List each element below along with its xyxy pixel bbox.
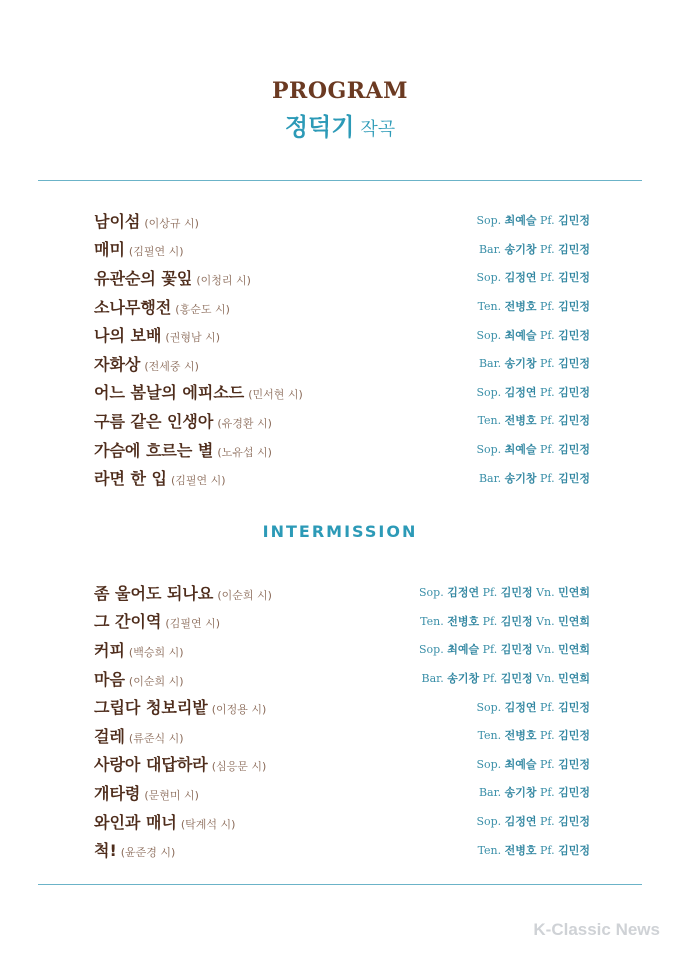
performer-role: Pf.	[540, 414, 555, 428]
song-title: 개타령	[94, 783, 141, 803]
performer-role: Sop.	[476, 271, 502, 285]
song-title: 그 간이역	[94, 612, 162, 632]
performers	[419, 584, 590, 600]
performer-name: 민연희	[558, 586, 590, 600]
song-title: 어느 봄날의 에피소드	[94, 383, 245, 403]
poet-credit: (권형남 시)	[165, 331, 220, 345]
performers	[479, 241, 590, 257]
performer-role: Pf.	[540, 443, 555, 457]
poet-credit: (이순희 시)	[128, 674, 184, 688]
program-item	[94, 835, 590, 864]
composer-line	[0, 112, 680, 145]
performer-role: Pf.	[540, 786, 555, 800]
performer-role: Sop.	[419, 643, 444, 657]
performer-role: Ten.	[420, 614, 444, 628]
poet-credit: (백승희 시)	[128, 645, 184, 659]
performer-role: Ten.	[477, 729, 502, 743]
song	[94, 752, 266, 775]
program-item	[94, 320, 590, 349]
performer-role: Pf.	[540, 385, 555, 399]
performer-role: Sop.	[476, 815, 502, 829]
performer-name: 김민정	[558, 843, 590, 857]
poet-credit: (김필연 시)	[128, 245, 184, 259]
performer-role: Vn.	[536, 614, 555, 628]
song-title: 걸레	[94, 726, 125, 746]
performer-role: Sop.	[476, 700, 502, 714]
performer-name: 김정연	[447, 586, 480, 600]
song	[94, 438, 272, 461]
performer-role: Bar.	[478, 786, 502, 800]
performer-role: Pf.	[540, 214, 555, 228]
song	[94, 409, 272, 432]
performer-role: Vn.	[536, 672, 555, 686]
program-item	[94, 635, 590, 664]
performer-name: 김민정	[558, 271, 590, 285]
performer-role: Bar.	[478, 471, 502, 485]
performer-name: 송기창	[504, 357, 537, 371]
performer-role: Pf.	[540, 271, 555, 285]
performer-role: Sop.	[419, 586, 444, 600]
performer-role: Pf.	[540, 471, 555, 485]
poet-credit: (이상규 시)	[144, 216, 199, 230]
performer-role: Pf.	[540, 729, 555, 743]
composer-role: 작곡	[360, 119, 396, 140]
performers	[420, 613, 590, 629]
poet-credit: (탁계석 시)	[180, 817, 236, 831]
performer-role: Bar.	[478, 357, 502, 371]
program-item	[94, 807, 590, 836]
program-list-part2	[94, 578, 590, 864]
performers	[478, 298, 590, 314]
performer-name: 송기창	[504, 471, 537, 485]
performer-name: 김민정	[558, 471, 590, 485]
performer-name: 민연희	[558, 672, 590, 686]
performers	[476, 699, 590, 715]
song-title: 자화상	[94, 354, 141, 374]
program-item	[94, 292, 590, 321]
performer-name: 최예슬	[504, 214, 537, 228]
performer-role: Pf.	[540, 843, 555, 857]
performer-name: 최예슬	[504, 443, 537, 457]
bottom-divider	[38, 884, 642, 885]
performers	[422, 670, 590, 686]
performer-role: Bar.	[478, 242, 502, 256]
song	[94, 323, 220, 346]
performer-role: Sop.	[476, 214, 502, 228]
performers	[478, 412, 590, 428]
performers	[479, 470, 590, 486]
song-title: 사랑아 대답하라	[94, 755, 208, 775]
song-title: 매미	[94, 240, 125, 260]
song	[94, 838, 175, 861]
performer-role: Sop.	[476, 328, 502, 342]
song	[94, 209, 199, 232]
composer-name: 정덕기	[284, 113, 355, 141]
performer-name: 김민정	[500, 643, 533, 657]
song	[94, 466, 226, 489]
poet-credit: (이청리 시)	[196, 273, 251, 287]
performer-name: 김민정	[558, 385, 590, 399]
performers	[476, 384, 590, 400]
performer-role: Pf.	[482, 614, 498, 628]
performer-role: Bar.	[421, 672, 444, 686]
performer-name: 김민정	[558, 815, 590, 829]
song	[94, 724, 184, 747]
performer-name: 송기창	[504, 786, 537, 800]
performer-name: 김정연	[504, 271, 537, 285]
song-title: 나의 보배	[94, 326, 162, 346]
song	[94, 609, 220, 632]
watermark: K-Classic News	[533, 920, 660, 939]
program-item	[94, 607, 590, 636]
song-title: 가슴에 흐르는 별	[94, 440, 214, 460]
song	[94, 380, 303, 403]
poet-credit: (홍순도 시)	[175, 302, 230, 316]
poet-credit: (이순희 시)	[217, 588, 272, 602]
performer-name: 최예슬	[447, 643, 480, 657]
poet-credit: (이정용 시)	[211, 703, 267, 717]
song	[94, 266, 251, 289]
song	[94, 810, 235, 833]
program-item	[94, 778, 590, 807]
poet-credit: (김필연 시)	[170, 474, 226, 488]
song	[94, 581, 272, 604]
program-item	[94, 692, 590, 721]
song-title: 라면 한 입	[94, 469, 167, 489]
performer-name: 김민정	[500, 672, 533, 686]
performers	[478, 842, 590, 858]
performer-name: 송기창	[504, 242, 537, 256]
performer-name: 전병호	[447, 614, 480, 628]
poet-credit: (전세중 시)	[144, 359, 199, 373]
song	[94, 638, 184, 661]
song-title: 소나무행전	[94, 297, 172, 317]
poet-credit: (문현미 시)	[144, 788, 199, 802]
performer-name: 김정연	[504, 700, 537, 714]
performer-name: 김민정	[500, 614, 533, 628]
performer-name: 김민정	[558, 414, 590, 428]
song	[94, 781, 199, 804]
performer-role: Pf.	[540, 300, 555, 314]
performers	[479, 784, 590, 800]
program-item	[94, 435, 590, 464]
performer-name: 김민정	[558, 357, 590, 371]
top-divider	[38, 180, 642, 181]
performer-name: 전병호	[504, 414, 537, 428]
performer-name: 김민정	[558, 242, 590, 256]
program-item	[94, 721, 590, 750]
program-list-part1	[94, 206, 590, 492]
poet-credit: (김필연 시)	[165, 617, 220, 631]
performer-name: 김민정	[558, 786, 590, 800]
performer-name: 송기창	[447, 672, 480, 686]
performer-role: Vn.	[536, 586, 555, 600]
performer-role: Ten.	[477, 300, 502, 314]
performer-role: Sop.	[476, 385, 502, 399]
performer-name: 김민정	[558, 328, 590, 342]
poet-credit: (윤준경 시)	[120, 846, 176, 860]
program-item	[94, 578, 590, 607]
performer-name: 김민정	[558, 443, 590, 457]
intermission-label: INTERMISSION	[262, 522, 418, 541]
performers	[419, 641, 590, 657]
performers	[476, 212, 590, 228]
performer-role: Ten.	[477, 414, 502, 428]
song-title: 커피	[94, 640, 125, 660]
song-title: 와인과 매너	[94, 812, 177, 832]
song	[94, 237, 184, 260]
program-item	[94, 235, 590, 264]
program-item	[94, 463, 590, 492]
performer-name: 전병호	[504, 843, 537, 857]
performer-name: 김정연	[504, 815, 537, 829]
performers	[476, 327, 590, 343]
performers	[476, 813, 590, 829]
song-title: 마음	[94, 669, 125, 689]
performer-role: Sop.	[476, 757, 502, 771]
performers	[478, 727, 590, 743]
performer-role: Vn.	[536, 643, 555, 657]
performers	[476, 269, 590, 285]
program-heading: PROGRAM	[272, 78, 408, 104]
performer-name: 김민정	[558, 214, 590, 228]
performer-role: Sop.	[476, 443, 502, 457]
program-item	[94, 349, 590, 378]
song	[94, 295, 230, 318]
performer-role: Pf.	[540, 700, 555, 714]
performer-name: 최예슬	[504, 328, 537, 342]
performer-name: 김민정	[558, 729, 590, 743]
performers	[479, 355, 590, 371]
performer-name: 전병호	[504, 300, 537, 314]
poet-credit: (심응문 시)	[211, 760, 267, 774]
performer-name: 민연희	[558, 614, 590, 628]
performer-role: Pf.	[540, 815, 555, 829]
performer-name: 김민정	[500, 586, 533, 600]
performer-name: 민연희	[558, 643, 590, 657]
program-item	[94, 378, 590, 407]
song-title: 척!	[94, 841, 117, 861]
poet-credit: (민서현 시)	[248, 388, 303, 402]
performers	[476, 756, 590, 772]
song-title: 유관순의 꽃잎	[94, 268, 193, 288]
performer-role: Pf.	[482, 586, 498, 600]
performer-role: Pf.	[482, 643, 498, 657]
performer-role: Pf.	[540, 357, 555, 371]
performer-name: 김민정	[558, 757, 590, 771]
program-item	[94, 206, 590, 235]
song	[94, 352, 199, 375]
performer-role: Pf.	[540, 757, 555, 771]
song	[94, 695, 266, 718]
song-title: 남이섬	[94, 211, 141, 231]
program-item	[94, 263, 590, 292]
program-header	[0, 78, 680, 145]
song-title: 그립다 청보리밭	[94, 698, 208, 718]
song-title: 좀 울어도 되나요	[94, 583, 214, 603]
performer-name: 최예슬	[504, 757, 537, 771]
performers	[476, 441, 590, 457]
performer-role: Pf.	[482, 672, 498, 686]
performer-name: 전병호	[504, 729, 537, 743]
poet-credit: (노유섭 시)	[217, 445, 272, 459]
program-item	[94, 406, 590, 435]
song	[94, 667, 184, 690]
performer-role: Pf.	[540, 328, 555, 342]
performer-name: 김정연	[504, 385, 537, 399]
performer-role: Ten.	[477, 843, 502, 857]
poet-credit: (류준식 시)	[128, 731, 184, 745]
program-item	[94, 664, 590, 693]
poet-credit: (유경환 시)	[217, 416, 272, 430]
performer-name: 김민정	[558, 300, 590, 314]
performer-name: 김민정	[558, 700, 590, 714]
program-item	[94, 750, 590, 779]
song-title: 구름 같은 인생아	[94, 411, 214, 431]
performer-role: Pf.	[540, 242, 555, 256]
